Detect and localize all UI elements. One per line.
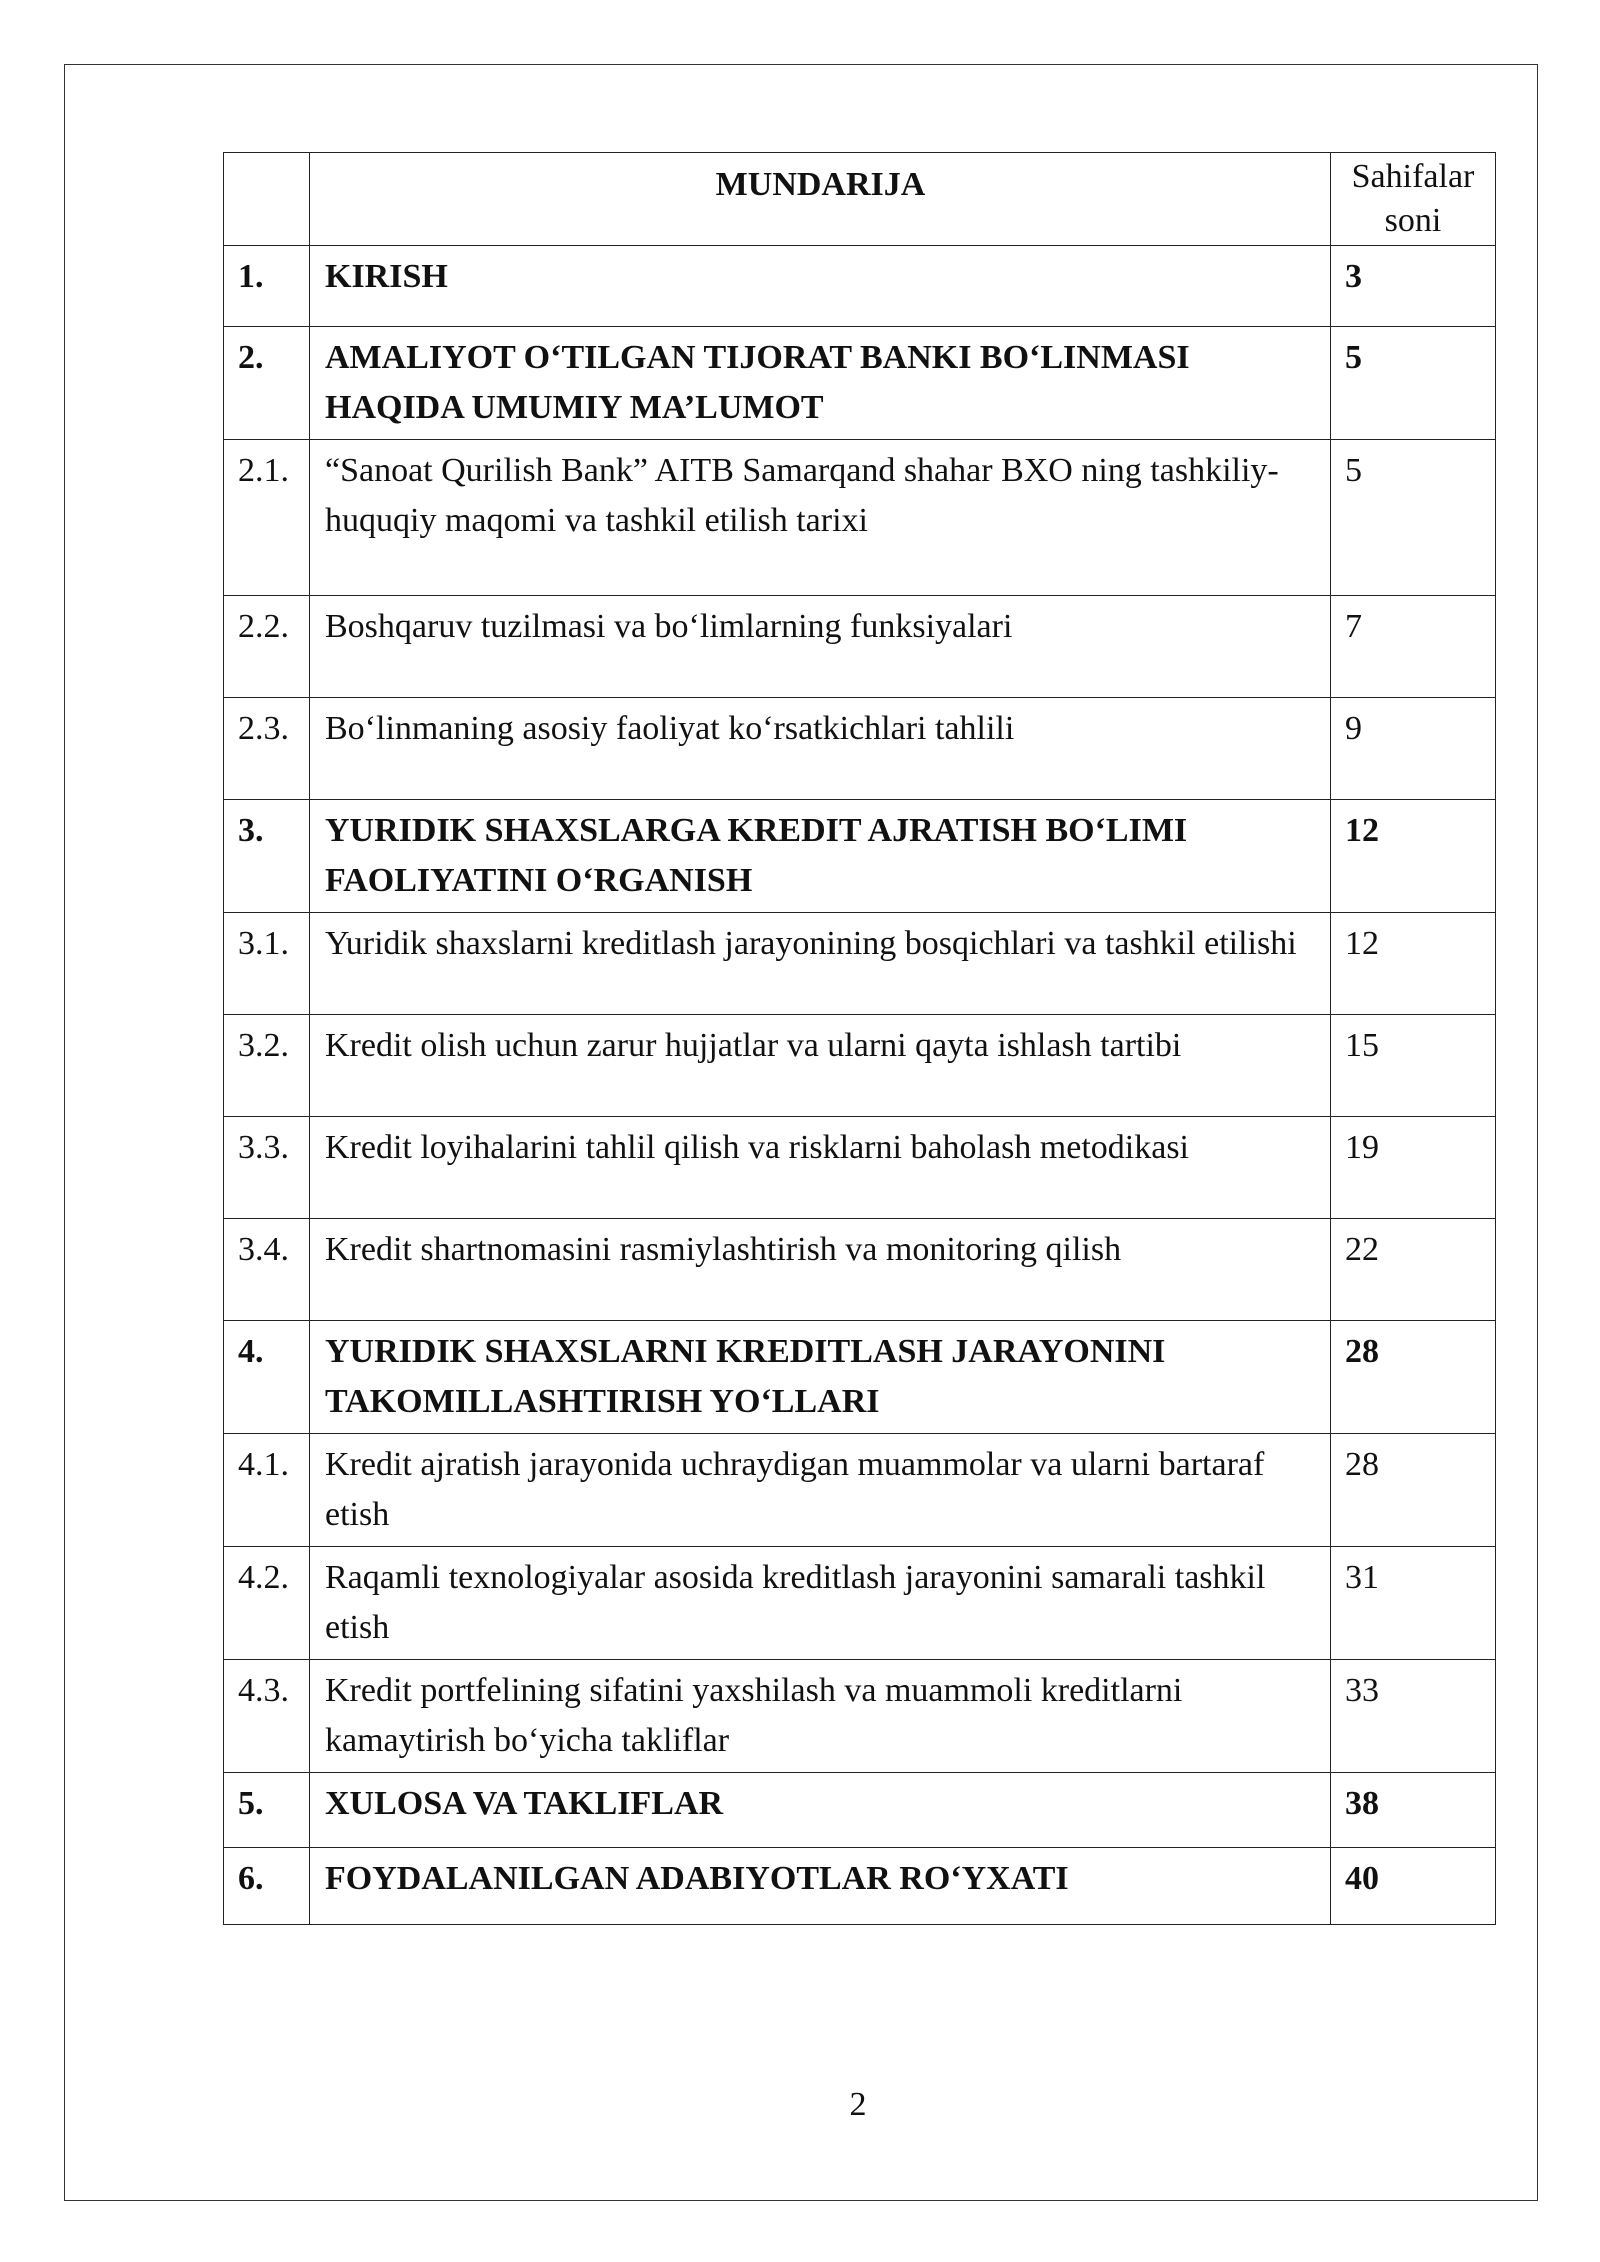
entry-number: 4.1. [224, 1434, 310, 1547]
entry-title: YURIDIK SHAXSLARGA KREDIT AJRATISH BO‘LIMI FAOLIYATINI O‘RGANISH [310, 800, 1331, 913]
entry-number: 4.2. [224, 1547, 310, 1660]
entry-number: 3. [224, 800, 310, 913]
entry-page: 28 [1331, 1321, 1496, 1434]
entry-title: Raqamli texnologiyalar asosida kreditlash jarayonini samarali tashkil etish [310, 1547, 1331, 1660]
entry-title: Kredit ajratish jarayonida uchraydigan muammolar va ularni bartaraf etish [310, 1434, 1331, 1547]
entry-number: 1. [224, 246, 310, 327]
toc-body [224, 246, 1496, 1925]
entry-number: 4. [224, 1321, 310, 1434]
toc-row [224, 1660, 1496, 1773]
entry-title: Kredit olish uchun zarur hujjatlar va ularni qayta ishlash tartibi [310, 1015, 1331, 1117]
toc-row [224, 913, 1496, 1015]
toc-row [224, 1547, 1496, 1660]
entry-title: XULOSA VA TAKLIFLAR [310, 1773, 1331, 1848]
toc-row [224, 1848, 1496, 1925]
entry-title: FOYDALANILGAN ADABIYOTLAR RO‘YXATI [310, 1848, 1331, 1925]
entry-page: 12 [1331, 913, 1496, 1015]
entry-page: 28 [1331, 1434, 1496, 1547]
entry-page: 31 [1331, 1547, 1496, 1660]
entry-number: 5. [224, 1773, 310, 1848]
entry-page: 3 [1331, 246, 1496, 327]
entry-number: 4.3. [224, 1660, 310, 1773]
entry-number: 2.1. [224, 440, 310, 596]
entry-page: 15 [1331, 1015, 1496, 1117]
toc-row [224, 1773, 1496, 1848]
entry-page: 40 [1331, 1848, 1496, 1925]
page-column-header: Sahifalar soni [1331, 153, 1496, 246]
entry-title: Kredit portfelining sifatini yaxshilash va muammoli kreditlarni kamaytirish bo‘yicha takliflar [310, 1660, 1331, 1773]
entry-page: 38 [1331, 1773, 1496, 1848]
entry-title: Kredit loyihalarini tahlil qilish va risklarni baholash metodikasi [310, 1117, 1331, 1219]
entry-title: AMALIYOT O‘TILGAN TIJORAT BANKI BO‘LINMASI HAQIDA UMUMIY MA’LUMOT [310, 327, 1331, 440]
entry-title: KIRISH [310, 246, 1331, 327]
entry-page: 12 [1331, 800, 1496, 913]
entry-page: 7 [1331, 596, 1496, 698]
entry-title: Boshqaruv tuzilmasi va bo‘limlarning funksiyalari [310, 596, 1331, 698]
toc-row [224, 440, 1496, 596]
toc-heading: MUNDARIJA [310, 153, 1331, 246]
entry-number: 2.2. [224, 596, 310, 698]
toc-row [224, 1434, 1496, 1547]
entry-number: 3.3. [224, 1117, 310, 1219]
entry-number: 3.1. [224, 913, 310, 1015]
toc-row [224, 246, 1496, 327]
entry-number: 2.3. [224, 698, 310, 800]
entry-number: 6. [224, 1848, 310, 1925]
toc-row [224, 698, 1496, 800]
entry-page: 5 [1331, 440, 1496, 596]
entry-number: 3.2. [224, 1015, 310, 1117]
toc-row [224, 327, 1496, 440]
entry-number: 3.4. [224, 1219, 310, 1321]
entry-page: 33 [1331, 1660, 1496, 1773]
entry-title: Kredit shartnomasini rasmiylashtirish va monitoring qilish [310, 1219, 1331, 1321]
entry-page: 5 [1331, 327, 1496, 440]
entry-number: 2. [224, 327, 310, 440]
toc-row [224, 596, 1496, 698]
entry-title: YURIDIK SHAXSLARNI KREDITLASH JARAYONINI TAKOMILLASHTIRISH YO‘LLARI [310, 1321, 1331, 1434]
entry-title: Bo‘linmaning asosiy faoliyat ko‘rsatkichlari tahlili [310, 698, 1331, 800]
entry-page: 9 [1331, 698, 1496, 800]
header-number-cell [224, 153, 310, 246]
toc-row [224, 1321, 1496, 1434]
entry-title: “Sanoat Qurilish Bank” AITB Samarqand shahar BXO ning tashkiliy-huquqiy maqomi va tashkil etilish tarixi [310, 440, 1331, 596]
toc-header-row [224, 153, 1496, 246]
table-of-contents [223, 152, 1496, 1925]
toc-row [224, 1015, 1496, 1117]
toc-row [224, 1219, 1496, 1321]
toc-row [224, 800, 1496, 913]
entry-title: Yuridik shaxslarni kreditlash jarayonining bosqichlari va tashkil etilishi [310, 913, 1331, 1015]
entry-page: 19 [1331, 1117, 1496, 1219]
toc-row [224, 1117, 1496, 1219]
page-number: 2 [849, 2086, 867, 2123]
entry-page: 22 [1331, 1219, 1496, 1321]
